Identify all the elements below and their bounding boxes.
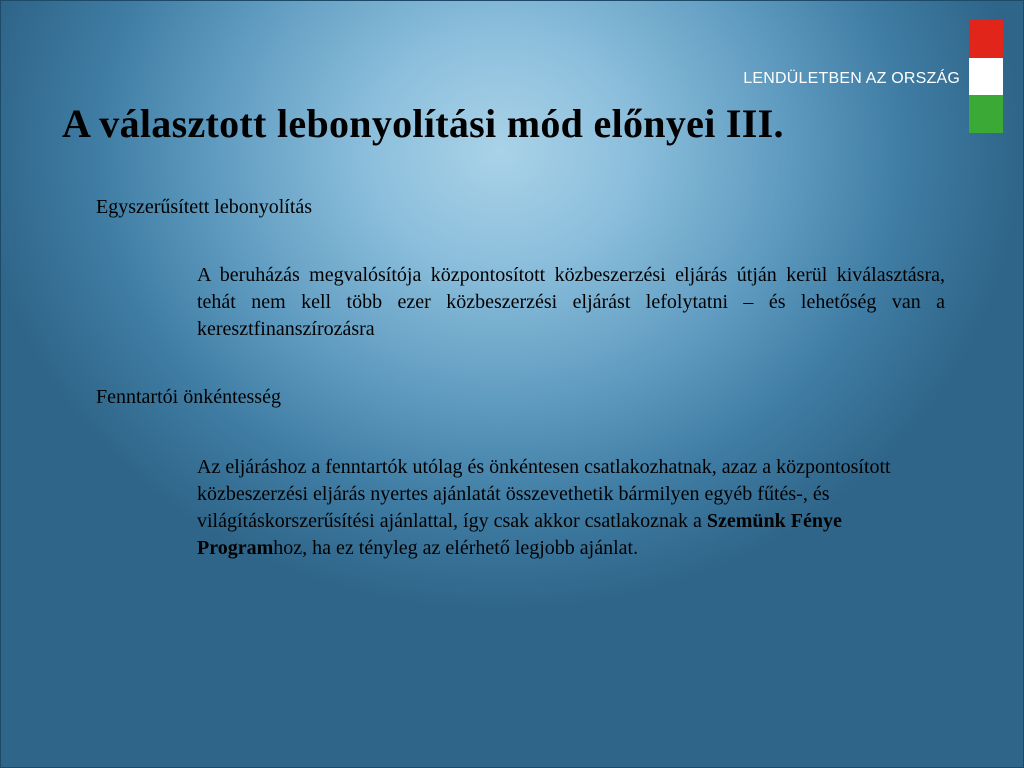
body-text-end: hoz, ha ez tényleg az elérhető legjobb ajánlat.	[273, 537, 639, 559]
section-body-simplified: A beruházás megvalósítója központosított közbeszerzési eljárás útján kerül kiválasztásra, tehát nem kell több ezer közbeszerzési eljárást lefolytatni – és lehetőség van a keresztfinanszírozásra	[197, 264, 945, 340]
section-heading-voluntary: Fenntartói önkéntesség	[96, 386, 281, 408]
slide-title: A választott lebonyolítási mód előnyei III.	[62, 101, 784, 146]
slogan: LENDÜLETBEN AZ ORSZÁG	[743, 70, 960, 87]
body-text-start: Az eljáráshoz a fenntartók utólag és önkéntesen csatlakozhatnak, azaz a központosított közbeszerzési eljárás nyertes ajánlatát összevethetik bármilyen egyéb fűtés-, és világításkorszerűsítési ajánlattal, így csak akkor csatlakoznak a	[197, 456, 891, 532]
flag-red-stripe	[969, 20, 1003, 58]
flag-green-stripe	[969, 95, 1003, 133]
flag-white-stripe	[969, 58, 1003, 96]
program-name-bold: Szemünk Fénye Program	[197, 510, 842, 559]
hungarian-flag-icon	[969, 20, 1003, 133]
section-body-voluntary	[197, 454, 945, 562]
section-heading-simplified: Egyszerűsített lebonyolítás	[96, 196, 313, 218]
